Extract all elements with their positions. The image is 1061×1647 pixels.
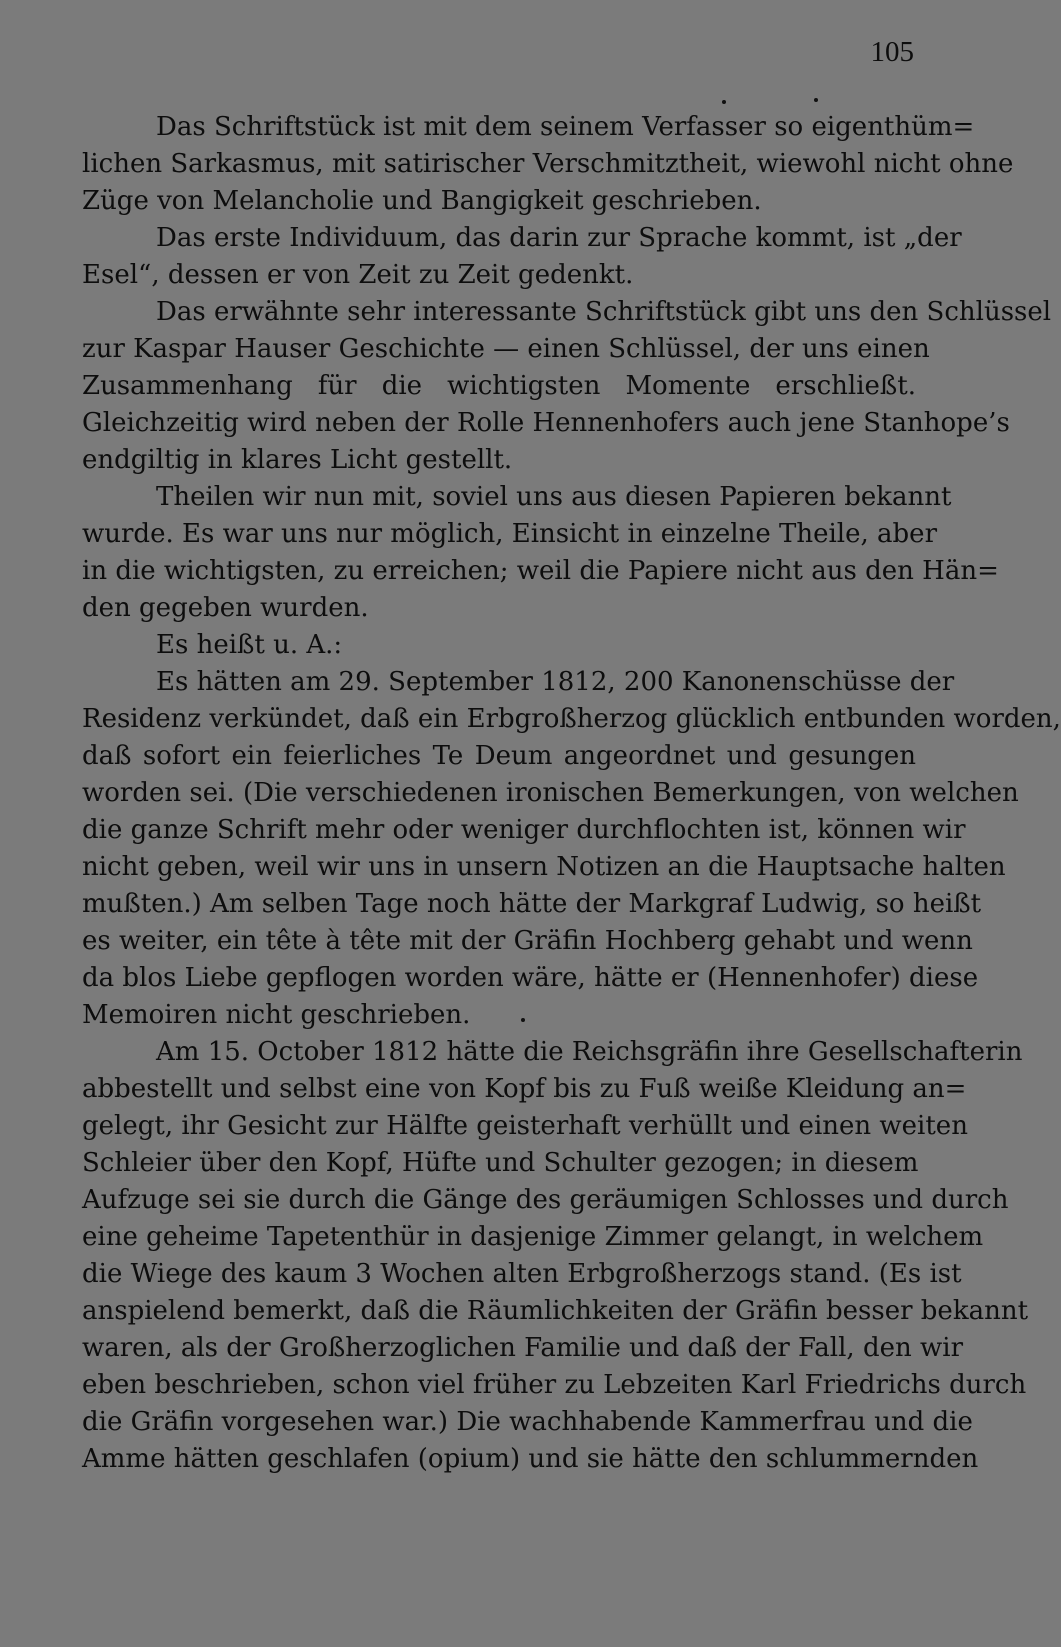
text-line: daß sofort ein feierliches Te Deum angeordnet und gesungen xyxy=(82,741,916,771)
text-line: endgiltig in klares Licht gestellt. xyxy=(82,445,513,475)
text-line: den gegeben wurden. xyxy=(82,593,369,623)
text-line: Gleichzeitig wird neben der Rolle Hennenhofers auch jene Stanhope’s xyxy=(82,408,1010,438)
text-line: in die wichtigsten, zu erreichen; weil die Papiere nicht aus den Hän= xyxy=(82,556,999,586)
text-line: Theilen wir nun mit, soviel uns aus diesen Papieren bekannt xyxy=(156,482,952,512)
text-line: Am 15. October 1812 hätte die Reichsgräfin ihre Gesellschafterin xyxy=(156,1037,1023,1067)
page-number: 105 xyxy=(870,36,914,68)
text-line: Memoiren nicht geschrieben. xyxy=(82,1000,471,1030)
text-line: die Wiege des kaum 3 Wochen alten Erbgroßherzogs stand. (Es ist xyxy=(82,1259,962,1289)
text-line: Residenz verkündet, daß ein Erbgroßherzog glücklich entbunden worden, xyxy=(82,704,1061,734)
text-line: Aufzuge sei sie durch die Gänge des geräumigen Schlosses und durch xyxy=(82,1185,1009,1215)
text-line: Das erste Individuum, das darin zur Sprache kommt, ist „der xyxy=(156,223,962,253)
text-line: die Gräfin vorgesehen war.) Die wachhabende Kammerfrau und die xyxy=(82,1407,973,1437)
text-line: Schleier über den Kopf, Hüfte und Schulter gezogen; in diesem xyxy=(82,1148,919,1178)
text-line: da blos Liebe gepflogen worden wäre, hätte er (Hennenhofer) diese xyxy=(82,963,979,993)
text-line: abbestellt und selbst eine von Kopf bis zu Fuß weiße Kleidung an= xyxy=(82,1074,967,1104)
text-line: wurde. Es war uns nur möglich, Einsicht in einzelne Theile, aber xyxy=(82,519,937,549)
print-speck xyxy=(814,98,818,102)
text-line: Züge von Melancholie und Bangigkeit geschrieben. xyxy=(82,186,762,216)
text-line: es weiter, ein tête à tête mit der Gräfin Hochberg gehabt und wenn xyxy=(82,926,973,956)
text-line: Amme hätten geschlafen (opium) und sie hätte den schlummernden xyxy=(82,1444,979,1474)
text-line: Zusammenhang für die wichtigsten Momente erschließt. xyxy=(82,371,916,401)
body-text xyxy=(82,109,1061,1478)
print-speck xyxy=(722,100,726,104)
text-line: zur Kaspar Hauser Geschichte — einen Schlüssel, der uns einen xyxy=(82,334,930,364)
text-line: lichen Sarkasmus, mit satirischer Verschmitztheit, wiewohl nicht ohne xyxy=(82,149,1014,179)
text-line: Das erwähnte sehr interessante Schriftstück gibt uns den Schlüssel xyxy=(156,297,1052,327)
text-line: Das Schriftstück ist mit dem seinem Verfasser so eigenthüm= xyxy=(156,112,975,142)
text-line: nicht geben, weil wir uns in unsern Notizen an die Hauptsache halten xyxy=(82,852,1006,882)
text-line: Es hätten am 29. September 1812, 200 Kanonenschüsse der xyxy=(156,667,955,697)
text-line: gelegt, ihr Gesicht zur Hälfte geisterhaft verhüllt und einen weiten xyxy=(82,1111,968,1141)
text-line: die ganze Schrift mehr oder weniger durchflochten ist, können wir xyxy=(82,815,966,845)
text-line: eben beschrieben, schon viel früher zu Lebzeiten Karl Friedrichs durch xyxy=(82,1370,1027,1400)
text-line: Es heißt u. A.: xyxy=(156,630,343,660)
text-line: Esel“, dessen er von Zeit zu Zeit gedenkt. xyxy=(82,260,634,290)
text-line: worden sei. (Die verschiedenen ironischen Bemerkungen, von welchen xyxy=(82,778,1019,808)
text-line: waren, als der Großherzoglichen Familie und daß der Fall, den wir xyxy=(82,1333,964,1363)
text-line: eine geheime Tapetenthür in dasjenige Zimmer gelangt, in welchem xyxy=(82,1222,984,1252)
text-line: anspielend bemerkt, daß die Räumlichkeiten der Gräfin besser bekannt xyxy=(82,1296,1029,1326)
text-line: mußten.) Am selben Tage noch hätte der Markgraf Ludwig, so heißt xyxy=(82,889,982,919)
